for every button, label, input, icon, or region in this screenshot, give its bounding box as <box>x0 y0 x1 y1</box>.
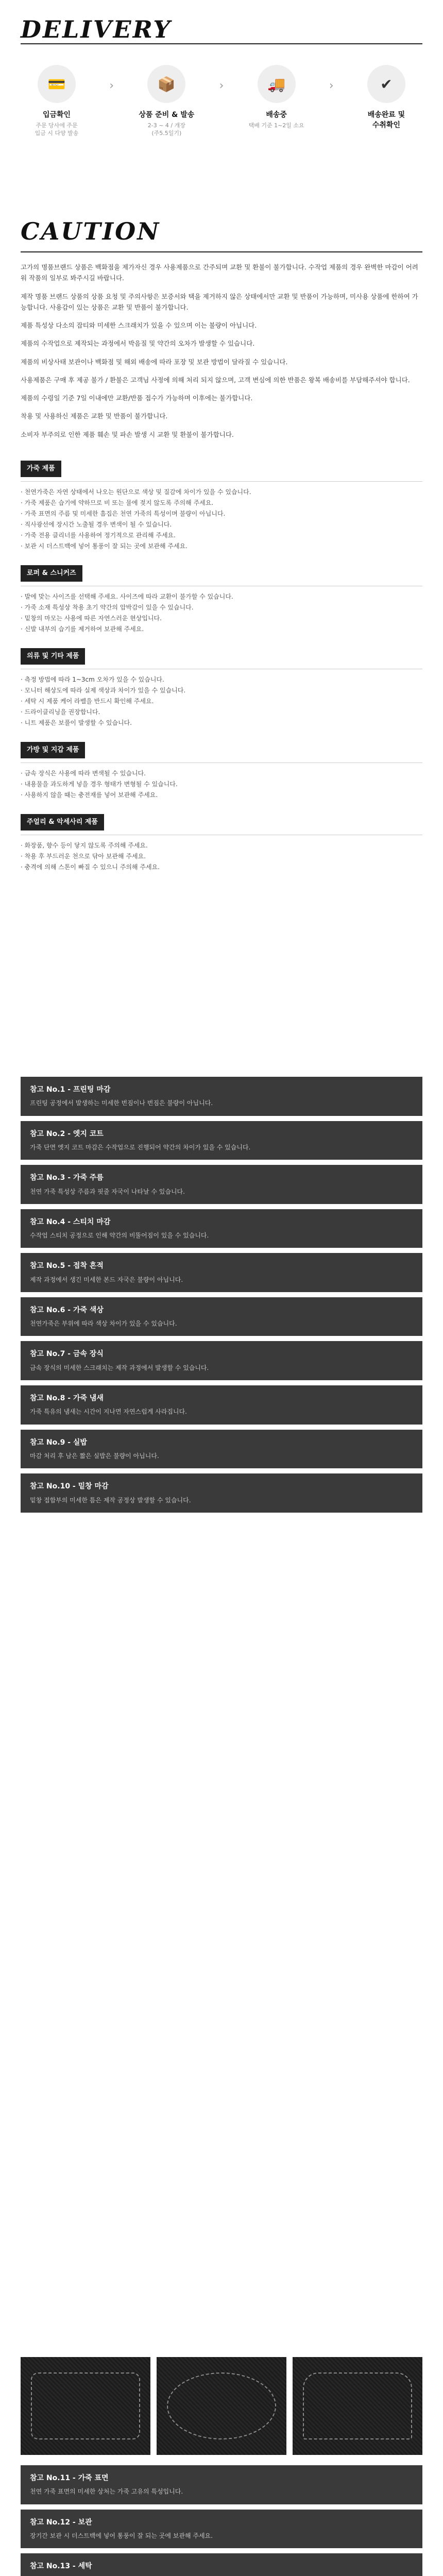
note-title: 참고 No.13 - 세탁 <box>30 2562 92 2571</box>
caution-paragraph: 제품의 비상사태 보관이나 백화점 및 해외 배송에 따라 포장 및 보관 방법이 달라질 수 있습니다. <box>21 358 288 366</box>
list-item: · 보관 시 더스트백에 넣어 통풍이 잘 되는 곳에 보관해 주세요. <box>21 541 422 552</box>
wallet-icon: 💳 <box>38 65 76 103</box>
chevron-right-icon: › <box>109 79 114 92</box>
caution-paragraph: 고가의 명품브랜드 상품은 백화점을 제가자신 경우 사용제품으로 간주되며 교환 및 환불이 불가합니다. 수작업 제품의 경우 완벽한 마감이 어려워 작품의 일부로 봐주시길 바랍니다. <box>21 263 418 282</box>
caution-paragraph: 착용 및 사용하신 제품은 교환 및 반품이 불가합니다. <box>21 412 168 420</box>
note-title: 참고 No.10 - 밑창 마감 <box>30 1482 109 1491</box>
list-item: · 사용하지 않을 때는 충전재를 넣어 보관해 주세요. <box>21 790 422 801</box>
caution-title: CAUTION <box>21 217 161 245</box>
stitch-line <box>303 2372 412 2439</box>
reference-note <box>21 1209 422 1248</box>
leather-stitch-photo <box>293 2357 422 2455</box>
chevron-right-icon: › <box>219 79 224 92</box>
note-title: 참고 No.9 - 실밥 <box>30 1438 87 1447</box>
chevron-right-icon: › <box>329 79 334 92</box>
bullet-list <box>21 768 422 801</box>
list-item: · 충격에 의해 스톤이 빠질 수 있으니 주의해 주세요. <box>21 862 422 873</box>
list-item: · 착용 후 부드러운 천으로 닦아 보관해 주세요. <box>21 851 422 862</box>
list-item: · 세탁 시 제품 케어 라벨을 반드시 확인해 주세요. <box>21 696 422 707</box>
bullet-list <box>21 487 422 552</box>
leather-stitch-photo <box>157 2357 286 2455</box>
note-title: 참고 No.6 - 가죽 색상 <box>30 1306 104 1314</box>
caution-paragraph: 소비자 부주의로 인한 제품 훼손 및 파손 발생 시 교환 및 환불이 불가합니다. <box>21 430 234 438</box>
note-body: 가죽 단면 엣지 코트 마감은 수작업으로 진행되어 약간의 차이가 있을 수 있습니다. <box>30 1143 251 1151</box>
list-item: · 직사광선에 장시간 노출될 경우 변색이 될 수 있습니다. <box>21 519 422 530</box>
delivery-steps <box>21 65 422 138</box>
reference-note <box>21 1341 422 1380</box>
check-icon: ✔ <box>367 65 405 103</box>
leather-stitch-photo <box>21 2357 150 2455</box>
leather-photo-strip <box>21 2357 422 2455</box>
delivery-section <box>21 15 422 138</box>
list-item: · 드라이클리닝을 권장합니다. <box>21 707 422 718</box>
section-divider <box>21 481 422 482</box>
note-body: 장기간 보관 시 더스트백에 넣어 통풍이 잘 되는 곳에 보관해 주세요. <box>30 2532 213 2539</box>
list-item: · 가죽 전용 클리너를 사용하여 정기적으로 관리해 주세요. <box>21 530 422 541</box>
reference-note <box>21 1297 422 1336</box>
list-item: · 가죽 표면의 주름 및 미세한 흠집은 천연 가죽의 특성이며 불량이 아닙니다. <box>21 509 422 519</box>
delivery-step-shipping <box>246 65 308 138</box>
caution-paragraph: 제품의 수작업으로 제작되는 과정에서 박음질 및 약간의 오차가 발생할 수 있습니다. <box>21 340 255 348</box>
step-sub: 택배 기준 1~2일 소요 <box>248 122 304 129</box>
caution-paragraph: 제품 특성상 다소의 잡티와 미세한 스크래치가 있을 수 있으며 이는 불량이 아닙니다. <box>21 321 257 330</box>
caution-subsection-leather <box>21 447 422 552</box>
box-icon: 📦 <box>147 65 185 103</box>
stitch-line <box>31 2372 140 2439</box>
section-head: 가방 및 지갑 제품 <box>21 742 85 758</box>
reference-note <box>21 2510 422 2549</box>
step-sub: 2-3 ~ 4 / 개장 (주5.5일기) <box>147 122 185 137</box>
note-title: 참고 No.12 - 보관 <box>30 2518 92 2527</box>
list-item: · 모니터 해상도에 따라 실제 색상과 차이가 있을 수 있습니다. <box>21 685 422 696</box>
reference-notes-more <box>21 2465 422 2576</box>
reference-note <box>21 1077 422 1116</box>
note-title: 참고 No.8 - 가죽 냄새 <box>30 1394 104 1403</box>
note-title: 참고 No.5 - 접착 흔적 <box>30 1262 104 1270</box>
step-name: 배송중 <box>266 111 287 119</box>
reference-note <box>21 1165 422 1204</box>
step-name: 상품 준비 & 발송 <box>139 111 195 119</box>
delivery-step-complete <box>355 65 417 138</box>
list-item: · 신발 내부의 습기를 제거하여 보관해 주세요. <box>21 624 422 635</box>
caution-paragraph: 사용제품은 구매 후 제공 불가 / 환불은 고객님 사정에 의해 처리 되지 않으며, 고객 변심에 의한 반품은 왕복 배송비를 부담해주셔야 합니다. <box>21 376 410 384</box>
note-body: 가죽 특유의 냄새는 시간이 지나면 자연스럽게 사라집니다. <box>30 1408 187 1416</box>
list-item: · 가죽 소재 특성상 착용 초기 약간의 압박감이 있을 수 있습니다. <box>21 602 422 613</box>
note-body: 마감 처리 후 남은 짧은 실밥은 불량이 아닙니다. <box>30 1452 159 1460</box>
caution-subsection-apparel <box>21 635 422 728</box>
caution-title-rule <box>21 251 422 252</box>
section-head: 의류 및 기타 제품 <box>21 648 85 665</box>
reference-note <box>21 1385 422 1425</box>
note-title: 참고 No.3 - 가죽 주름 <box>30 1174 104 1182</box>
note-body: 천연 가죽 특성상 주름과 핏줄 자국이 나타날 수 있습니다. <box>30 1188 185 1195</box>
note-title: 참고 No.7 - 금속 장식 <box>30 1350 104 1359</box>
caution-subsection-bags <box>21 728 422 801</box>
bullet-list <box>21 840 422 873</box>
step-name: 입금확인 <box>42 111 71 119</box>
caution-section <box>21 211 422 873</box>
note-body: 밑창 접합부의 미세한 틈은 제작 공정상 발생할 수 있습니다. <box>30 1496 191 1504</box>
caution-subsection-jewelry <box>21 801 422 873</box>
reference-note <box>21 1473 422 1513</box>
section-divider <box>21 762 422 763</box>
note-body: 천연 가죽 표면의 미세한 상처는 가죽 고유의 특성입니다. <box>30 2488 183 2496</box>
step-sub: 주문 당사에 주문 입금 시 다양 발송 <box>35 122 79 137</box>
note-body: 프린팅 공정에서 발생하는 미세한 번짐이나 번짐은 불량이 아닙니다. <box>30 1099 213 1107</box>
list-item: · 금속 장식은 사용에 따라 변색될 수 있습니다. <box>21 768 422 779</box>
delivery-step-payment <box>26 65 88 138</box>
reference-note <box>21 1253 422 1292</box>
note-title: 참고 No.4 - 스티치 마감 <box>30 1217 111 1226</box>
section-head: 가죽 제품 <box>21 461 61 477</box>
reference-note <box>21 2553 422 2576</box>
section-head: 주얼리 & 악세사리 제품 <box>21 814 104 831</box>
note-title: 참고 No.11 - 가죽 표면 <box>30 2474 109 2482</box>
list-item: · 천연가죽은 자연 상태에서 나오는 원단으로 색상 및 질감에 차이가 있을 수 있습니다. <box>21 487 422 498</box>
caution-paragraph: 제작 명품 브랜드 상품의 상품 요청 및 주의사항은 보증서와 택을 제거하지 않은 상태에서만 교환 및 반품이 가능하며, 미사용 상품에 한하여 가능합니다. 사용감이 있는 상품은 교환 및 반품이 불가합니다. <box>21 292 418 311</box>
reference-notes <box>21 1077 422 1518</box>
section-head: 로퍼 & 스니커즈 <box>21 565 82 582</box>
bullet-list <box>21 591 422 635</box>
note-body: 제작 과정에서 생긴 미세한 본드 자국은 불량이 아닙니다. <box>30 1276 183 1283</box>
list-item: · 내용물을 과도하게 넣을 경우 형태가 변형될 수 있습니다. <box>21 779 422 790</box>
reference-note <box>21 1121 422 1160</box>
truck-icon: 🚚 <box>258 65 296 103</box>
reference-note <box>21 2465 422 2504</box>
stitch-line <box>167 2372 276 2439</box>
bullet-list <box>21 674 422 728</box>
list-item: · 밑창의 마모는 사용에 따른 자연스러운 현상입니다. <box>21 613 422 624</box>
step-name: 배송완료 및 수취확인 <box>367 111 405 129</box>
list-item: · 가죽 제품은 습기에 약하므로 비 또는 물에 젖지 않도록 주의해 주세요. <box>21 498 422 509</box>
caution-paragraph: 제품의 수령일 기준 7일 이내에만 교환/반품 접수가 가능하며 이후에는 불가합니다. <box>21 394 253 402</box>
note-title: 참고 No.2 - 엣지 코트 <box>30 1129 104 1138</box>
note-body: 수작업 스티치 공정으로 인해 약간의 비뚤어짐이 있을 수 있습니다. <box>30 1232 209 1240</box>
delivery-title-rule <box>21 43 422 44</box>
note-body: 금속 장식의 미세한 스크래치는 제작 과정에서 발생할 수 있습니다. <box>30 1364 209 1371</box>
delivery-title: DELIVERY <box>21 15 172 43</box>
reference-note <box>21 1430 422 1469</box>
list-item: · 니트 제품은 보풀이 발생할 수 있습니다. <box>21 718 422 728</box>
list-item: · 측정 방법에 따라 1~3cm 오차가 있을 수 있습니다. <box>21 674 422 685</box>
list-item: · 화장품, 향수 등이 닿지 않도록 주의해 주세요. <box>21 840 422 851</box>
caution-subsection-shoes <box>21 552 422 635</box>
list-item: · 발에 맞는 사이즈를 선택해 주세요. 사이즈에 따라 교환이 불가할 수 있습니다. <box>21 591 422 602</box>
delivery-step-prepare <box>135 65 197 138</box>
note-body: 천연가죽은 부위에 따라 색상 차이가 있을 수 있습니다. <box>30 1320 177 1328</box>
note-title: 참고 No.1 - 프린팅 마감 <box>30 1086 111 1094</box>
